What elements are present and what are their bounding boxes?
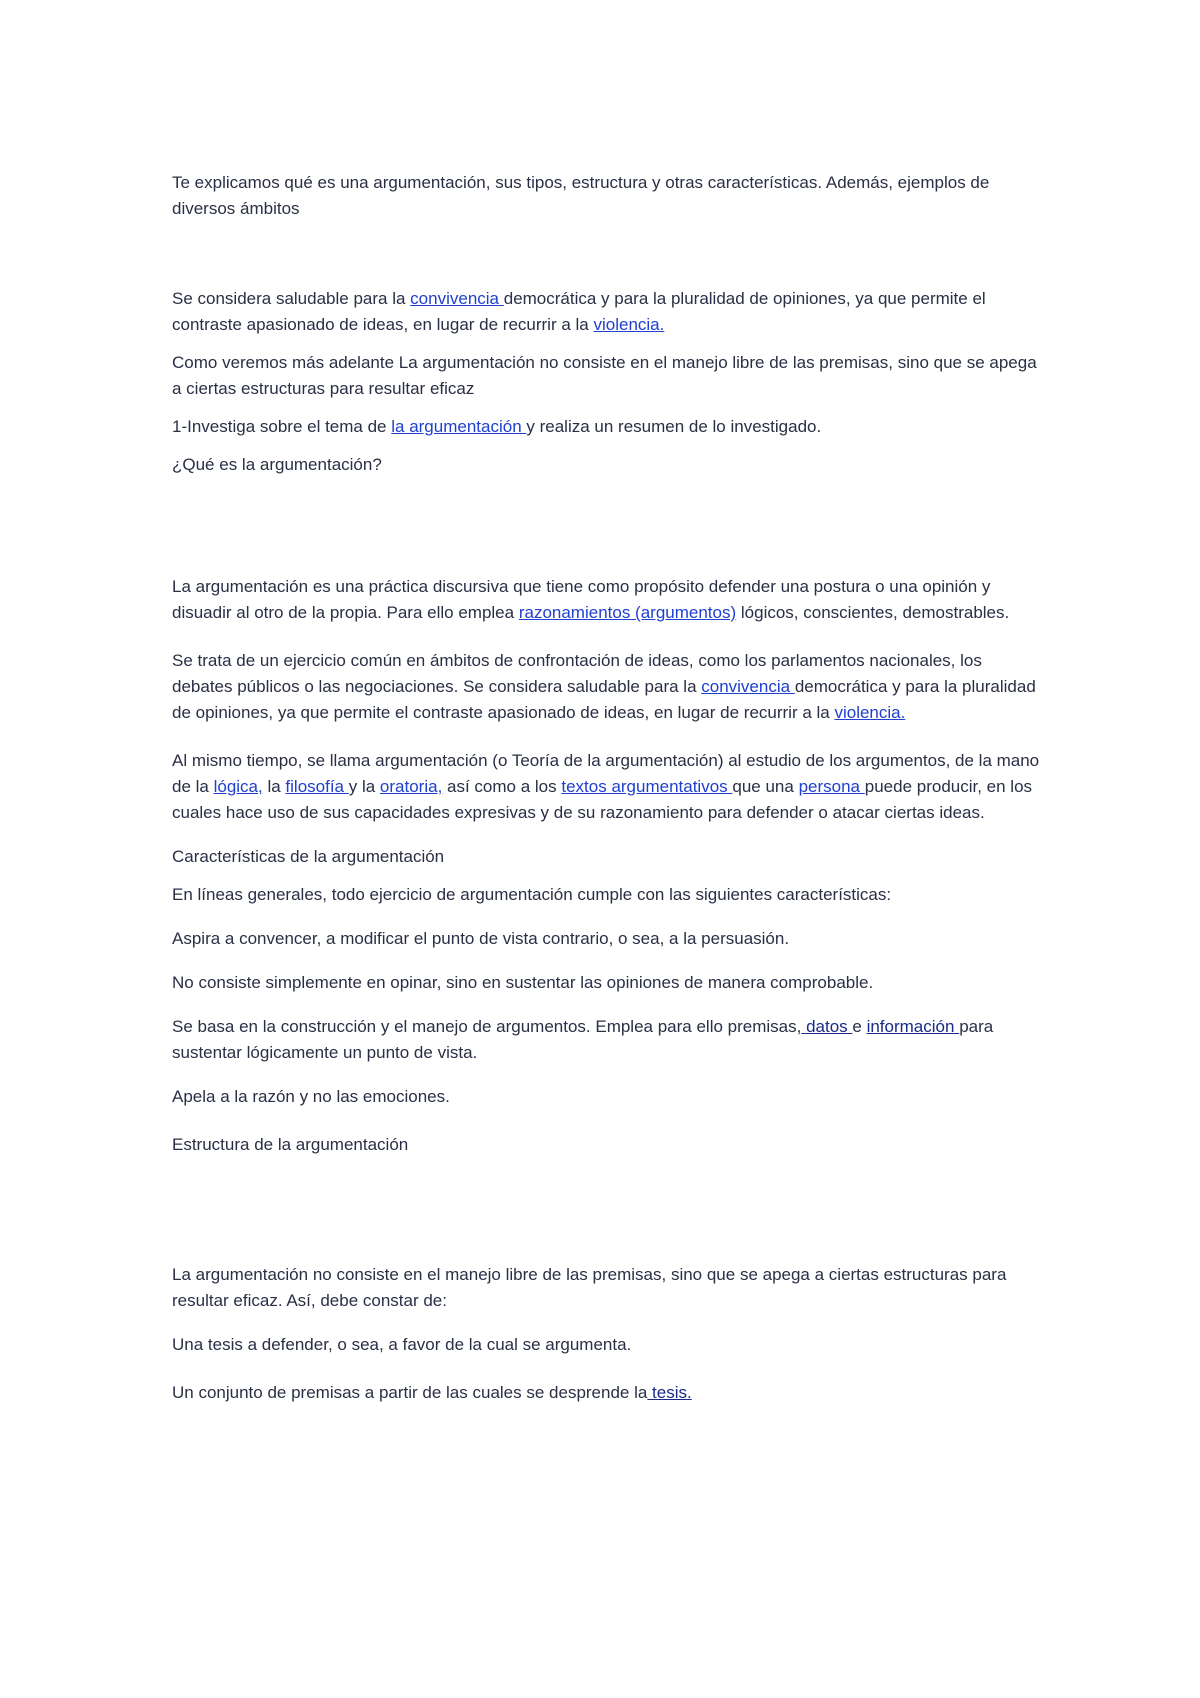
list-item-opinar: No consiste simplemente en opinar, sino en sustentar las opiniones de manera comprobable.: [172, 973, 874, 992]
text: Se considera saludable para la: [172, 289, 411, 308]
paragraph-ejercicio-comun: [172, 648, 1042, 726]
text: puede producir, en los cuales hace uso de sus capacidades expresivas y de su razonamiento para defender o atacar ciertas ideas.: [172, 777, 1033, 822]
text: La argumentación es una práctica discursiva que tiene como propósito defender una postura o una opinión y disuadir al otro de la propia. Para ello emplea: [172, 577, 991, 622]
paragraph-teoria: [172, 748, 1042, 826]
link-tesis[interactable]: tesis.: [647, 1383, 692, 1402]
text: así como a los: [442, 777, 562, 796]
text: lógicos, conscientes, demostrables.: [736, 603, 1010, 622]
paragraph-como-veremos: Como veremos más adelante La argumentación no consiste en el manejo libre de las premisas, sino que se apega a ciertas estructuras para resultar eficaz: [172, 353, 1037, 398]
text: democrática y para la pluralidad de opiniones, ya que permite el contraste apasionado de ideas, en lugar de recurrir a la: [172, 677, 1036, 722]
link-persona[interactable]: persona: [798, 777, 865, 796]
link-textos-argumentativos[interactable]: textos argumentativos: [561, 777, 733, 796]
link-violencia-2[interactable]: violencia.: [834, 703, 906, 722]
text: que una: [732, 777, 799, 796]
list-item-razon: Apela a la razón y no las emociones.: [172, 1087, 450, 1106]
link-violencia[interactable]: violencia.: [593, 315, 665, 334]
text: Se trata de un ejercicio común en ámbitos de confrontación de ideas, como los parlamentos nacionales, los debates públicos o las negociaciones. Se considera saludable para la: [172, 651, 982, 696]
text: la: [262, 777, 286, 796]
text: democrática y para la pluralidad de opiniones, ya que permite el contraste apasionado de ideas, en lugar de recurrir a la: [172, 289, 986, 334]
link-oratoria[interactable]: oratoria,: [379, 777, 443, 796]
text: y realiza un resumen de lo investigado.: [526, 417, 822, 436]
paragraph-estructura: La argumentación no consiste en el manejo libre de las premisas, sino que se apega a ciertas estructuras para resultar eficaz. Así, debe constar de:: [172, 1265, 1007, 1310]
list-item-convencer: Aspira a convencer, a modificar el punto de vista contrario, o sea, a la persuasión.: [172, 929, 790, 948]
list-item-tesis: Una tesis a defender, o sea, a favor de la cual se argumenta.: [172, 1335, 632, 1354]
document-page: [172, 170, 1042, 1406]
text: 1-Investiga sobre el tema de: [172, 417, 392, 436]
paragraph-investiga: [172, 414, 1042, 440]
link-la-argumentacion[interactable]: la argumentación: [391, 417, 527, 436]
link-datos[interactable]: datos: [801, 1017, 853, 1036]
link-convivencia-2[interactable]: convivencia: [701, 677, 795, 696]
list-item-construccion: [172, 1014, 1042, 1066]
text: para sustentar lógicamente un punto de vista.: [172, 1017, 994, 1062]
text: Al mismo tiempo, se llama argumentación (o Teoría de la argumentación) al estudio de los argumentos, de la mano de la: [172, 751, 1040, 796]
section-heading-caracteristicas: Características de la argumentación: [172, 847, 445, 866]
question-heading: ¿Qué es la argumentación?: [172, 455, 382, 474]
list-item-premisas: [172, 1380, 1042, 1406]
link-logica[interactable]: lógica,: [213, 777, 263, 796]
intro-paragraph: Te explicamos qué es una argumentación, sus tipos, estructura y otras características. Además, ejemplos de diversos ámbitos: [172, 173, 990, 218]
paragraph-convivencia-intro: [172, 286, 1042, 338]
text: y la: [348, 777, 380, 796]
link-razonamientos[interactable]: razonamientos (argumentos): [518, 603, 737, 622]
link-informacion[interactable]: información: [866, 1017, 960, 1036]
section-heading-estructura: Estructura de la argumentación: [172, 1135, 409, 1154]
link-filosofia[interactable]: filosofía: [285, 777, 349, 796]
text: e: [852, 1017, 867, 1036]
link-convivencia[interactable]: convivencia: [410, 289, 504, 308]
text: Un conjunto de premisas a partir de las cuales se desprende la: [172, 1383, 648, 1402]
text: Se basa en la construcción y el manejo de argumentos. Emplea para ello premisas,: [172, 1017, 802, 1036]
paragraph-definicion: [172, 574, 1042, 626]
paragraph-lineas-generales: En líneas generales, todo ejercicio de argumentación cumple con las siguientes características:: [172, 885, 892, 904]
